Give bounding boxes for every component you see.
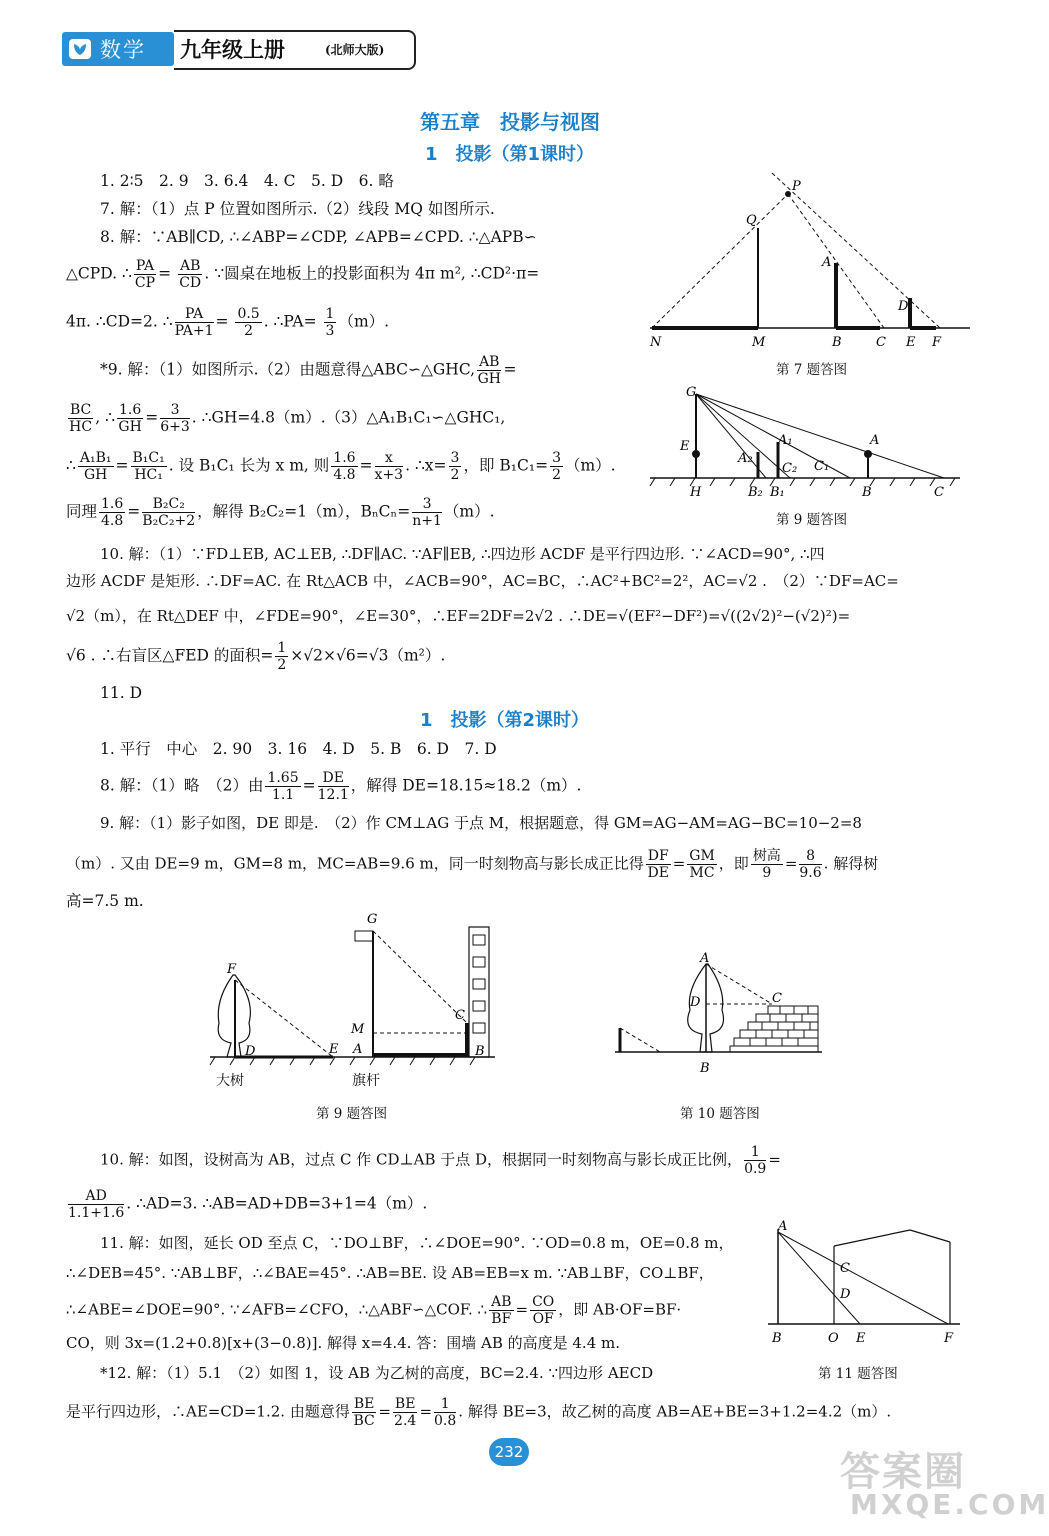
header-subject: 数学	[100, 38, 146, 62]
fraction: $\frac{AB}{GH}$	[477, 354, 501, 387]
svg-text:D: D	[245, 1044, 256, 1059]
label-F: F	[932, 335, 942, 350]
s1-line-2: 7. 解：（1）点 P 位置如图所示.（2）线段 MQ 如图所示.	[100, 200, 495, 218]
svg-text:G: G	[686, 385, 697, 400]
svg-text:C: C	[772, 991, 782, 1006]
fraction: $\frac{1}{0.9}$	[744, 1144, 767, 1177]
fraction: $\frac{1.6}{4.8}$	[333, 450, 356, 483]
fraction: $\frac{DE}{12.1}$	[317, 770, 349, 803]
header-grade: 九年级上册	[180, 38, 285, 62]
fraction: $\frac{3}{2}$	[450, 450, 460, 483]
s2-line-9: ∴∠DEB=45°. ∵AB⊥BF，∴∠BAE=45°. ∴AB=BE. 设 AB=EB=x m. ∵AB⊥BF，CO⊥BF，	[66, 1264, 714, 1282]
svg-text:B: B	[475, 1044, 485, 1059]
svg-text:F: F	[944, 1331, 954, 1346]
fraction: $\frac{CO}{OF}$	[532, 1294, 555, 1327]
label-E: E	[906, 335, 916, 350]
svg-text:A: A	[353, 1042, 363, 1057]
fraction: $\frac{AB}{CD}$	[179, 258, 202, 291]
svg-text:A₂: A₂	[738, 451, 753, 466]
s1-line-10: 10. 解：（1）∵FD⊥EB, AC⊥EB, ∴DF∥AC. ∵AF∥EB, ∴四边形 ACDF 是平行四边形. ∵∠ACD=90°, ∴四	[100, 545, 825, 563]
s2-line-12: *12. 解：（1）5.1 （2）如图 1，设 AB 为乙树的高度，BC=2.4. ∵四边形 AECD	[100, 1364, 654, 1382]
fraction: $\frac{0.5}{2}$	[237, 306, 260, 339]
fraction: $\frac{\text{树高}}{9}$	[752, 848, 781, 881]
fraction: $\frac{x}{x+3}$	[374, 450, 404, 483]
s2-line-13: 是平行四边形，∴AE=CD=1.2. 由题意得 $\frac{BE}{BC}$ = $\frac{BE}{2.4}$ = $\frac{1}{0.8}$ . 解得 BE=3，故乙树的高度 AB=AE+BE=3+1.2=4.2（m）.	[66, 1396, 892, 1429]
svg-text:A: A	[870, 433, 880, 448]
label-N: N	[650, 335, 662, 350]
fraction: $\frac{1}{3}$	[325, 306, 335, 339]
label-A: A	[822, 255, 832, 270]
fraction: $\frac{AD}{1.1+1.6}$	[68, 1188, 125, 1221]
svg-text:C: C	[840, 1261, 850, 1276]
svg-text:M: M	[351, 1022, 365, 1037]
svg-text:C: C	[455, 1008, 465, 1023]
svg-text:A: A	[778, 1219, 788, 1234]
s2-line-4: （m）. 又由 DE=9 m，GM=8 m，MC=AB=9.6 m，同一时刻物高与影长成正比得 $\frac{DF}{DE}$ = $\frac{GM}{MC}$ ，即 $\frac{\text{树高}}{9}$ = $\frac{8}{9.6}$ . 解得树	[66, 848, 879, 881]
svg-text:A: A	[700, 951, 710, 966]
fraction: $\frac{1.6}{4.8}$	[101, 496, 124, 529]
label-P: P	[792, 179, 801, 194]
figure-9a	[650, 382, 970, 502]
fraction: $\frac{1}{0.8}$	[434, 1396, 457, 1429]
svg-text:A₁: A₁	[778, 433, 793, 448]
section-title-2: 1 投影（第2课时）	[420, 710, 590, 731]
fraction: $\frac{BE}{2.4}$	[394, 1396, 417, 1429]
caption-fig9b: 第 9 题答图	[316, 1106, 388, 1122]
s2-line-7: $\frac{AD}{1.1+1.6}$ . ∴AD=3. ∴AB=AD+DB=3+1=4（m）.	[68, 1188, 428, 1221]
s1-line-1: 1. 2∶5 2. 9 3. 6.4 4. C 5. D 6. 略	[100, 172, 394, 190]
svg-text:C₂: C₂	[782, 461, 798, 476]
s2-line-11: CO，则 3x=(1.2+0.8)[x+(3−0.8)]. 解得 x=4.4. 答：围墙 AB 的高度是 4.4 m.	[66, 1334, 620, 1352]
s1-line-3: 8. 解：∵AB∥CD, ∴∠ABP=∠CDP, ∠APB=∠CPD. ∴△APB∽	[100, 228, 537, 246]
s2-line-3: 9. 解：（1）影子如图，DE 即是. （2）作 CM⊥AG 于点 M，根据题意，得 GM=AG−AM=AG−BC=10−2=8	[100, 814, 862, 832]
fraction: $\frac{AB}{BF}$	[491, 1294, 512, 1327]
watermark-logo: 答案圈	[840, 1449, 966, 1495]
s1-line-4: △CPD. ∴ $\frac{PA}{CP}$ = $\frac{AB}{CD}$ . ∵圆桌在地板上的投影面积为 4π m², ∴CD²·π=	[66, 258, 540, 291]
svg-text:B₁: B₁	[770, 485, 785, 500]
page-number: 232	[489, 1438, 529, 1466]
s1-line-14: 11. D	[100, 684, 143, 702]
svg-text:C: C	[934, 485, 944, 500]
svg-text:G: G	[367, 912, 378, 927]
s1-line-7: $\frac{BC}{HC}$ , ∴ $\frac{1.6}{GH}$ = $\frac{3}{6+3}$ . ∴GH=4.8（m）.（3）△A₁B₁C₁∽△GHC₁,	[69, 402, 506, 435]
s2-line-2: 8. 解：（1）略 （2）由 $\frac{1.65}{1.1}$ = $\frac{DE}{12.1}$ ，解得 DE=18.15≈18.2（m）.	[100, 770, 582, 803]
book-leaf-icon	[68, 38, 92, 60]
s1-line-12: √2（m），在 Rt△DEF 中，∠FDE=90°，∠E=30°，∴EF=2DF=2√2 . ∴DE=√(EF²−DF²)=√((2√2)²−(√2)²)=	[66, 607, 851, 625]
watermark-url: MXQE.COM	[850, 1488, 1049, 1521]
fraction: $\frac{BE}{BC}$	[353, 1396, 375, 1429]
svg-text:H: H	[690, 485, 702, 500]
fraction: $\frac{1.65}{1.1}$	[267, 770, 299, 803]
s2-line-10: ∴∠ABE=∠DOE=90°. ∵∠AFB=∠CFO，∴△ABF∽△COF. ∴ $\frac{AB}{BF}$ = $\frac{CO}{OF}$ ，即 AB·OF=BF·	[66, 1294, 682, 1327]
fraction: $\frac{BC}{HC}$	[69, 402, 93, 435]
figure-7	[640, 168, 980, 373]
caption-fig11: 第 11 题答图	[818, 1366, 898, 1382]
caption-fig10: 第 10 题答图	[680, 1106, 760, 1122]
label-D: D	[898, 299, 909, 314]
s1-line-13: √6 . ∴右盲区△FED 的面积= $\frac{1}{2}$ ×√2×√6=√3（m²）.	[66, 640, 446, 673]
svg-text:B₂: B₂	[748, 485, 763, 500]
figure-10	[610, 950, 830, 1080]
fraction: $\frac{GM}{MC}$	[689, 848, 715, 881]
svg-text:C₁: C₁	[814, 459, 830, 474]
caption-fig9a: 第 9 题答图	[776, 512, 848, 528]
fraction: $\frac{\text{B₁C₁}}{\text{HC₁}}$	[132, 450, 165, 483]
figure-11	[760, 1219, 970, 1352]
s2-line-5: 高=7.5 m.	[66, 892, 144, 910]
s2-line-6: 10. 解：如图，设树高为 AB，过点 C 作 CD⊥AB 于点 D，根据同一时刻物高与影长成正比例， $\frac{1}{0.9}$ =	[100, 1144, 781, 1177]
svg-text:E: E	[680, 439, 690, 454]
fraction: $\frac{\text{A₁B₁}}{GH}$	[79, 450, 112, 483]
caption-fig7: 第 7 题答图	[776, 362, 848, 378]
header-edition: (北师大版)	[325, 43, 385, 57]
s1-line-9: 同理 $\frac{1.6}{4.8}$ = $\frac{\text{B₂C₂}}{\text{B₂C₂+2}}$ ，解得 B₂C₂=1（m），BₙCₙ= $\frac{3}{n+1}$ （m）.	[66, 496, 495, 529]
fraction: $\frac{\text{B₂C₂}}{\text{B₂C₂+2}}$	[142, 496, 196, 529]
label-M: M	[752, 335, 766, 350]
section-title-1: 1 投影（第1课时）	[425, 144, 595, 165]
fraction: $\frac{1.6}{GH}$	[118, 402, 142, 435]
fraction: $\frac{3}{2}$	[552, 450, 561, 483]
fraction: $\frac{1}{2}$	[277, 640, 287, 673]
s2-line-8: 11. 解：如图，延长 OD 至点 C，∵DO⊥BF，∴∠DOE=90°. ∵OD=0.8 m，OE=0.8 m，	[100, 1234, 734, 1252]
svg-text:E: E	[329, 1042, 339, 1057]
fraction: $\frac{PA}{CP}$	[134, 258, 155, 291]
caption-flagpole: 旗杆	[352, 1073, 380, 1089]
svg-text:B: B	[862, 485, 872, 500]
s1-line-8: ∴ $\frac{\text{A₁B₁}}{GH}$ = $\frac{\text{B₁C₁}}{\text{HC₁}}$ . 设 B₁C₁ 长为 x m, 则 $\frac{1.6}{4.8}$ = $\frac{x}{x+3}$ . ∴x= $\frac{3}{2}$ ，即 B₁C₁= $\frac{3}{2}$ （m）.	[66, 450, 616, 483]
s1-line-6: *9. 解：（1）如图所示.（2）由题意得△ABC∽△GHC, $\frac{AB}{GH}$ =	[100, 354, 517, 387]
svg-text:B: B	[700, 1061, 710, 1076]
fraction: $\frac{DF}{DE}$	[647, 848, 669, 881]
fraction: $\frac{3}{6+3}$	[160, 402, 190, 435]
s2-line-1: 1. 平行 中心 2. 90 3. 16 4. D 5. B 6. D 7. D	[100, 740, 497, 758]
svg-text:F: F	[227, 962, 237, 977]
label-Q: Q	[746, 213, 757, 228]
svg-text:E: E	[856, 1331, 866, 1346]
svg-text:B: B	[772, 1331, 782, 1346]
label-B: B	[832, 335, 842, 350]
chapter-title: 第五章 投影与视图	[420, 110, 600, 134]
svg-text:O: O	[828, 1331, 839, 1346]
s1-line-5: 4π. ∴CD=2. ∴ $\frac{PA}{PA+1}$ = $\frac{0.5}{2}$ . ∴PA= $\frac{1}{3}$ （m）.	[66, 306, 390, 339]
s1-line-11: 边形 ACDF 是矩形. ∴DF=AC. 在 Rt△ACB 中，∠ACB=90°，AC=BC，∴AC²+BC²=2²，AC=√2 . （2）∵DF=AC=	[66, 572, 899, 590]
fraction: $\frac{8}{9.6}$	[799, 848, 822, 881]
caption-tree: 大树	[216, 1073, 244, 1089]
svg-text:D: D	[690, 995, 701, 1010]
label-C: C	[876, 335, 886, 350]
fraction: $\frac{3}{n+1}$	[412, 496, 442, 529]
figure-9b	[205, 905, 505, 1095]
svg-text:D: D	[840, 1287, 851, 1302]
fraction: $\frac{PA}{PA+1}$	[174, 306, 214, 339]
